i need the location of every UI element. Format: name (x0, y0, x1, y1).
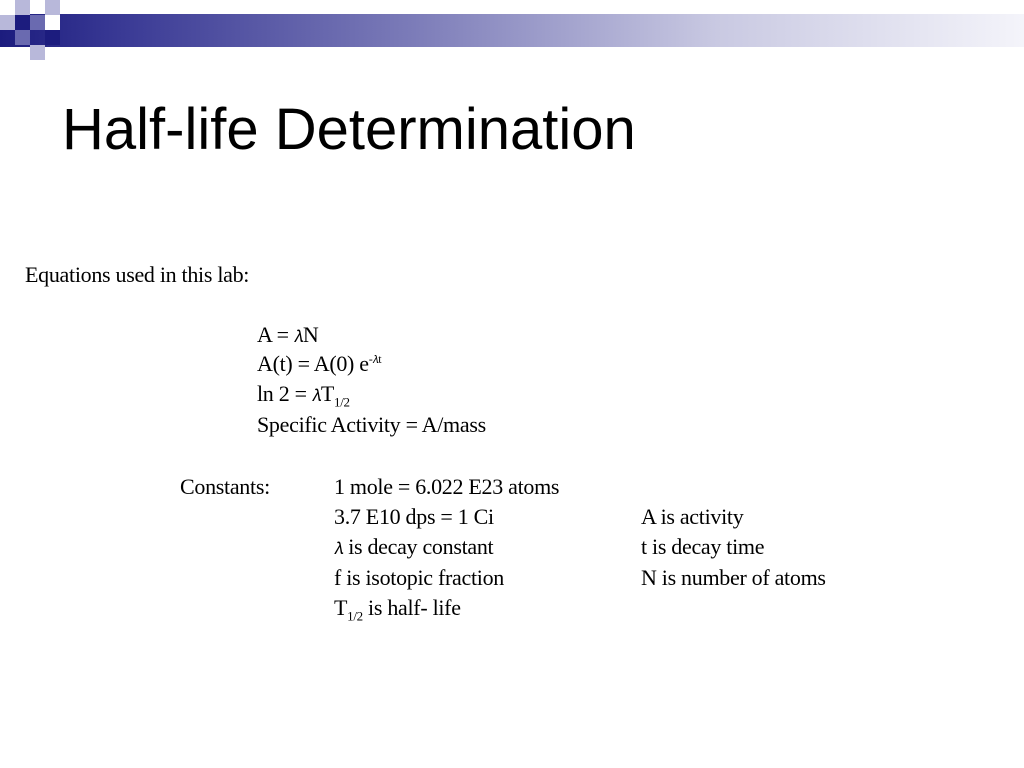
lambda-symbol: 𝜆 (372, 352, 379, 366)
header-square (0, 0, 15, 15)
header-square (45, 0, 60, 15)
equation-decay (257, 351, 381, 377)
half-life-desc: is half- life (362, 595, 461, 620)
constant-lambda (334, 534, 493, 562)
equation-activity (257, 322, 318, 350)
half-life-T: T (334, 595, 348, 620)
equation-activity-rhs: N (302, 322, 319, 347)
header-square (30, 45, 45, 60)
constant-half-life (334, 595, 461, 624)
equation-specific-activity: Specific Activity = A/mass (257, 412, 486, 437)
constants-label: Constants: (180, 474, 270, 499)
constant-lambda-desc: is decay constant (348, 534, 494, 559)
header-square (45, 30, 60, 45)
definition-atoms: N is number of atoms (641, 565, 826, 590)
equation-halflife-T: T (320, 381, 335, 406)
lambda-symbol: 𝜆 (293, 327, 303, 347)
definition-time: t is decay time (641, 534, 765, 559)
header-square (45, 15, 60, 30)
header-square (15, 15, 30, 30)
header-gradient-band (0, 14, 1024, 47)
definition-activity: A is activity (641, 504, 744, 529)
intro-text: Equations used in this lab: (25, 262, 250, 287)
constant-curie: 3.7 E10 dps = 1 Ci (334, 504, 494, 529)
lambda-symbol: 𝜆 (311, 386, 321, 406)
half-life-subscript: 1/2 (347, 608, 363, 624)
header-square (15, 0, 30, 15)
header-square (30, 15, 45, 30)
slide-title: Half-life Determination (62, 97, 636, 162)
constant-isotopic-fraction: f is isotopic fraction (334, 565, 504, 590)
header-square (15, 30, 30, 45)
equation-halflife-lhs: ln 2 = (257, 381, 312, 406)
equation-activity-lhs: A = (257, 322, 294, 347)
header-square (0, 15, 15, 30)
lambda-symbol: 𝜆 (334, 539, 343, 559)
equation-halflife (257, 381, 350, 409)
equation-halflife-subscript: 1/2 (334, 394, 350, 410)
equation-decay-exponent: -𝜆t (368, 351, 382, 366)
constant-mole: 1 mole = 6.022 E23 atoms (334, 474, 560, 499)
equation-decay-lhs: A(t) = A(0) e (257, 351, 369, 376)
